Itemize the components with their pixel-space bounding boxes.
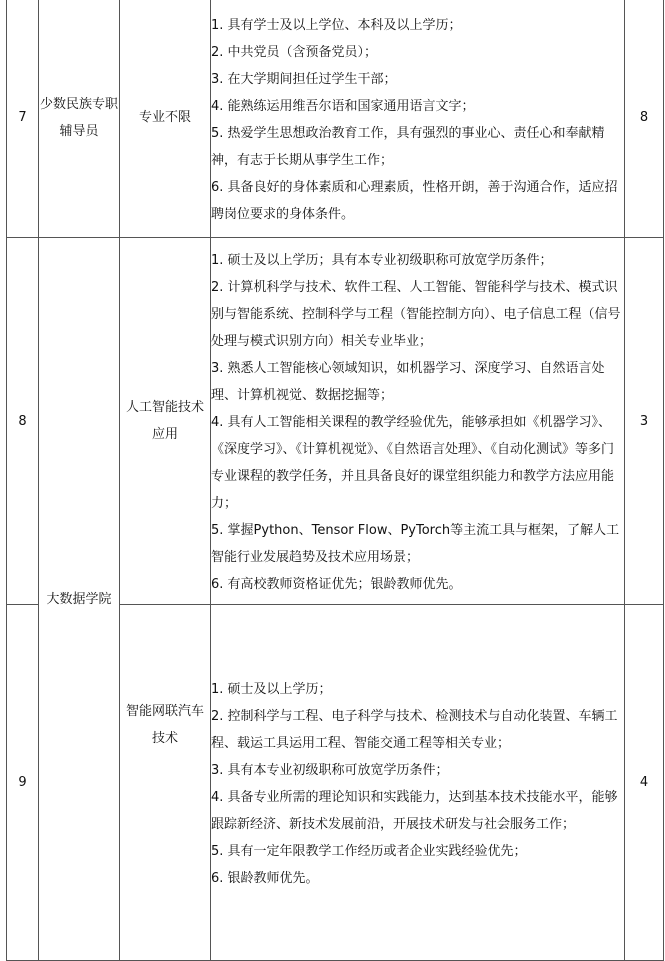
requirement-item: 2. 中共党员（含预备党员）； — [211, 45, 378, 60]
requirement-item: 5. 具有一定年限教学工作经历或者企业实践经验优先； — [211, 844, 527, 859]
requirements-list — [211, 676, 624, 892]
major-cell: 专业不限 — [120, 0, 211, 238]
requirement-item: 6. 具备良好的身体素质和心理素质，性格开朗，善于沟通合作，适应招聘岗位要求的身体条件。 — [211, 180, 618, 222]
table-row — [7, 238, 664, 605]
requirement-item: 6. 有高校教师资格证优先；银龄教师优先。 — [211, 577, 462, 592]
requirement-item: 2. 计算机科学与技术、软件工程、人工智能、智能科学与技术、模式识别与智能系统、控制科学与工程（智能控制方向）、电子信息工程（信号处理与模式识别方向）相关专业毕业； — [211, 280, 621, 349]
table-row — [7, 0, 664, 238]
major-cell: 智能网联汽车技术 — [120, 605, 211, 961]
requirements-cell — [211, 0, 625, 238]
headcount-cell: 8 — [625, 0, 664, 238]
department-cell: 少数民族专职辅导员 — [39, 0, 120, 238]
requirements-cell — [211, 238, 625, 605]
major-cell: 人工智能技术应用 — [120, 238, 211, 605]
requirement-item: 3. 在大学期间担任过学生干部； — [211, 72, 397, 87]
requirements-list — [211, 247, 624, 598]
requirement-item: 6. 银龄教师优先。 — [211, 871, 319, 886]
requirement-item: 2. 控制科学与工程、电子科学与技术、检测技术与自动化装置、车辆工程、载运工具运用工程、智能交通工程等相关专业； — [211, 709, 618, 751]
requirements-list — [211, 12, 624, 228]
requirement-item: 1. 硕士及以上学历；具有本专业初级职称可放宽学历条件； — [211, 253, 553, 268]
requirement-item: 3. 具有本专业初级职称可放宽学历条件； — [211, 763, 449, 778]
headcount-cell: 4 — [625, 605, 664, 961]
requirement-item: 3. 熟悉人工智能核心领域知识，如机器学习、深度学习、自然语言处理、计算机视觉、数据挖掘等； — [211, 361, 605, 403]
row-number: 8 — [7, 238, 39, 605]
requirement-item: 4. 具有人工智能相关课程的教学经验优先，能够承担如《机器学习》、《深度学习》、《计算机视觉》、《自然语言处理》、《自动化测试》等多门专业课程的教学任务，并且具备良好的课堂组织能力和教学方法应用能力； — [211, 415, 615, 511]
department-cell: 大数据学院 — [39, 238, 120, 961]
requirement-item: 1. 硕士及以上学历； — [211, 682, 332, 697]
headcount-cell: 3 — [625, 238, 664, 605]
row-number: 9 — [7, 605, 39, 961]
row-number: 7 — [7, 0, 39, 238]
requirement-item: 1. 具有学士及以上学位、本科及以上学历； — [211, 18, 462, 33]
requirement-item: 5. 掌握Python、Tensor Flow、PyTorch等主流工具与框架，了解人工智能行业发展趋势及技术应用场景； — [211, 523, 620, 565]
requirement-item: 5. 热爱学生思想政治教育工作，具有强烈的事业心、责任心和奉献精神，有志于长期从事学生工作； — [211, 126, 605, 168]
recruitment-table — [6, 0, 664, 961]
requirements-cell — [211, 605, 625, 961]
requirement-item: 4. 具备专业所需的理论知识和实践能力，达到基本技术技能水平，能够跟踪新经济、新技术发展前沿，开展技术研发与社会服务工作； — [211, 790, 618, 832]
requirement-item: 4. 能熟练运用维吾尔语和国家通用语言文字； — [211, 99, 475, 114]
